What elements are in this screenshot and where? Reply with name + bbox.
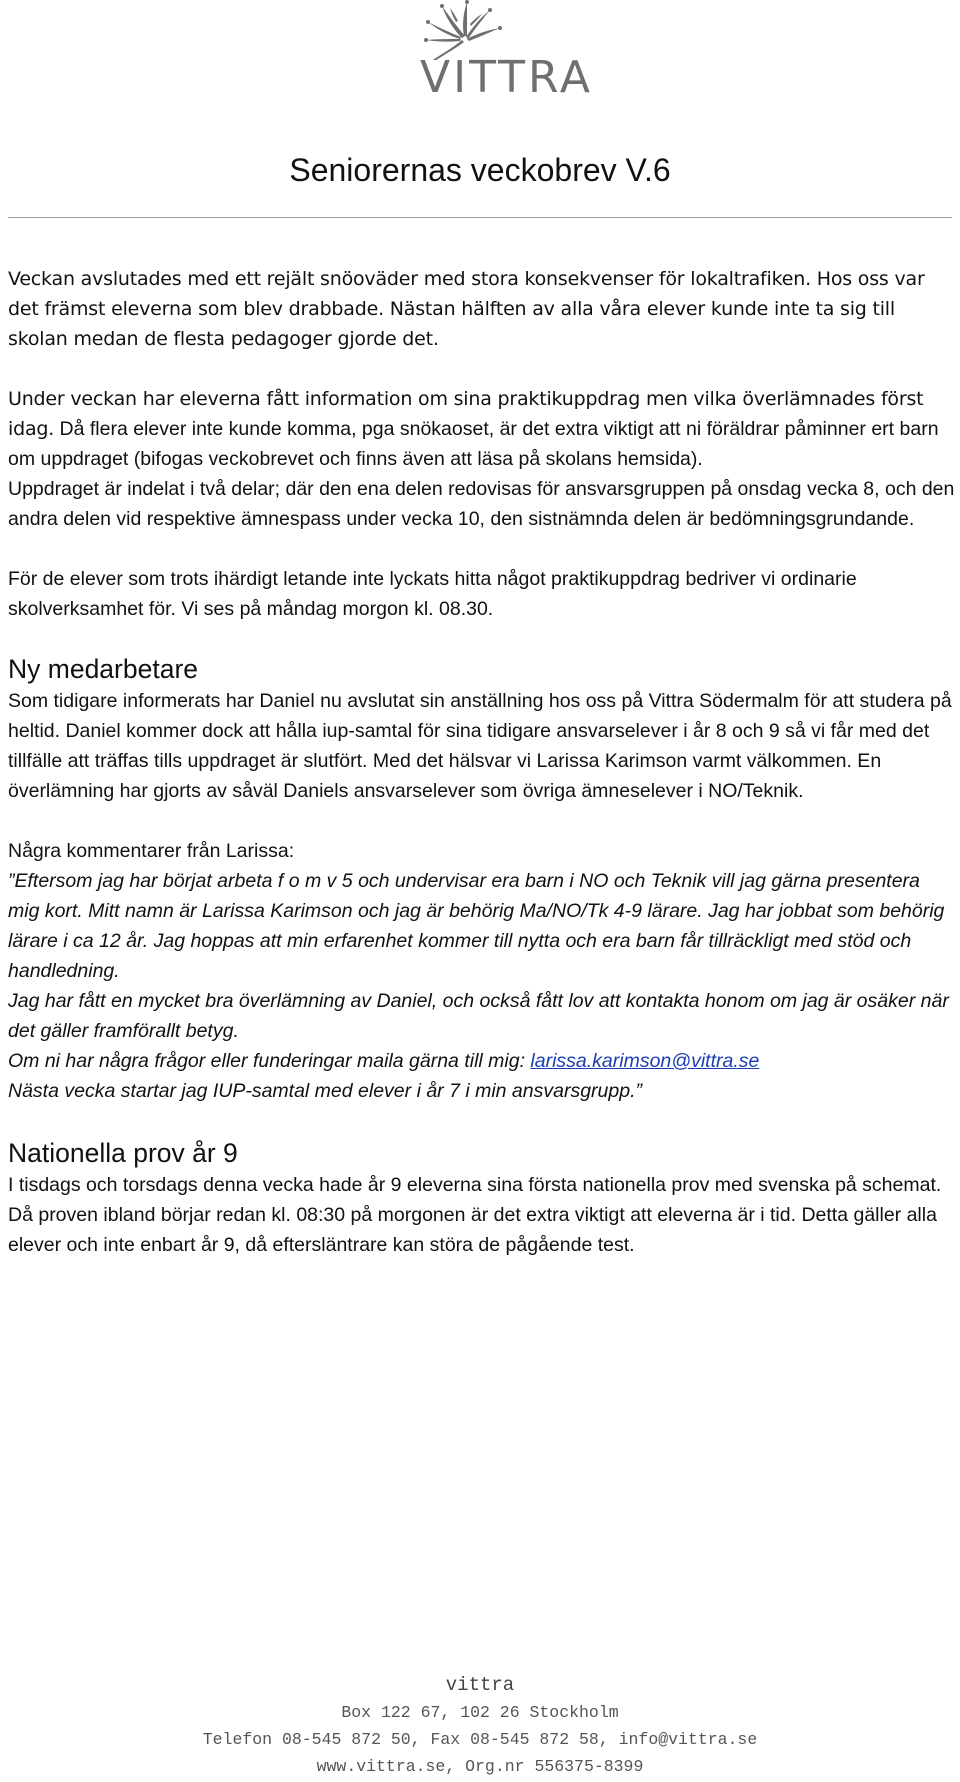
quote-part1: ”Eftersom jag har börjat arbeta f o m v 5 och undervisar era barn i NO och Teknik vill jag gärna presentera mig kort. Mitt namn är Larissa Karimson och jag är behörig Ma/NO/Tk 4-9 lärare. Jag har jobbat som behörig lärare i ca 12 år. Jag hoppas att min erfarenhet kommer till nytta och era barn får tillräckligt med stöd och handledning. (8, 870, 945, 982)
vittra-logo (370, 0, 593, 104)
paragraph-assignment-part1: Under veckan har eleverna fått information om sina praktikuppdrag men vilka överlämnades först idag. (8, 388, 924, 440)
comments-intro: Några kommentarer från Larissa: (8, 840, 295, 862)
footer-name: vittra (445, 1674, 515, 1696)
logo-wordmark: VITTRA (420, 52, 593, 103)
paragraph-new-staff: Som tidigare informerats har Daniel nu avslutat sin anställning hos oss på Vittra Södermalm för att studera på heltid. Daniel kommer dock att hålla iup-samtal för sina tidigare ansvarselever i år 8 och 9 så vi får med det tillfälle att träffas tills uppdraget är slutfört. Med det hälsvar vi Larissa Karimson varmt välkommen. En överlämning har gjorts av såväl Daniels ansvarselever som övriga ämneselever i NO/Teknik. (8, 690, 952, 802)
paragraph-national-exams: I tisdags och torsdags denna vecka hade år 9 eleverna sina första nationella prov med svenska på schemat. Då proven ibland börjar redan kl. 08:30 på morgonen är det extra viktigt att eleverna är i tid. Detta gäller alla elever och inte enbart år 9, då eftersläntrare kan störa de pågående test. (8, 1174, 942, 1256)
paragraph-assignment (8, 384, 956, 474)
dandelion-logo-icon (370, 0, 590, 60)
page-title: Seniorernas veckobrev V.6 (289, 152, 671, 188)
quote-part2: Jag har fått en mycket bra överlämning av Daniel, och också fått lov att kontakta honom om jag är osäker när det gäller framförallt betyg. (8, 990, 949, 1042)
paragraph-assignment-details: Uppdraget är indelat i två delar; där den ena delen redovisas för ansvarsgruppen på onsdag vecka 8, och den andra delen vid respektive ämnespass under vecka 10, den sistnämnda delen är bedömningsgrundande. (8, 478, 955, 530)
paragraph-regular-school: För de elever som trots ihärdigt letande inte lyckats hitta något praktikuppdrag bedriver vi ordinarie skolverksamhet för. Vi ses på måndag morgon kl. 08.30. (8, 568, 857, 620)
footer (0, 1672, 960, 1780)
quote-part4: Nästa vecka startar jag IUP-samtal med elever i år 7 i min ansvarsgrupp.” (8, 1080, 642, 1102)
title-divider (8, 217, 952, 218)
paragraph-assignment-part2: Då flera elever inte kunde komma, pga snökaoset, är det extra viktigt att ni föräldrar påminner ert barn om uppdraget (bifogas veckobrevet och finns även att läsa på skolans hemsida). (8, 418, 939, 470)
footer-web: www.vittra.se, Org.nr 556375-8399 (316, 1757, 644, 1776)
footer-contact: Telefon 08-545 872 50, Fax 08-545 872 58, info@vittra.se (202, 1730, 758, 1749)
heading-national-exams: Nationella prov år 9 (8, 1138, 238, 1168)
heading-new-staff: Ny medarbetare (8, 654, 199, 684)
paragraph-storm: Veckan avslutades med ett rejält snöoväder med stora konsekvenser för lokaltrafiken. Hos oss var det främst eleverna som blev drabbade. Nästan hälften av alla våra elever kunde inte ta sig till skolan medan de flesta pedagoger gjorde det. (8, 268, 925, 350)
quote-contact-text: Om ni har några frågor eller funderingar maila gärna till mig: (8, 1050, 531, 1072)
quote-part3 (8, 1046, 956, 1076)
email-link[interactable]: larissa.karimson@vittra.se (530, 1050, 760, 1072)
larissa-quote (8, 866, 956, 1106)
footer-address: Box 122 67, 102 26 Stockholm (341, 1703, 619, 1722)
letter-body (8, 264, 956, 1260)
